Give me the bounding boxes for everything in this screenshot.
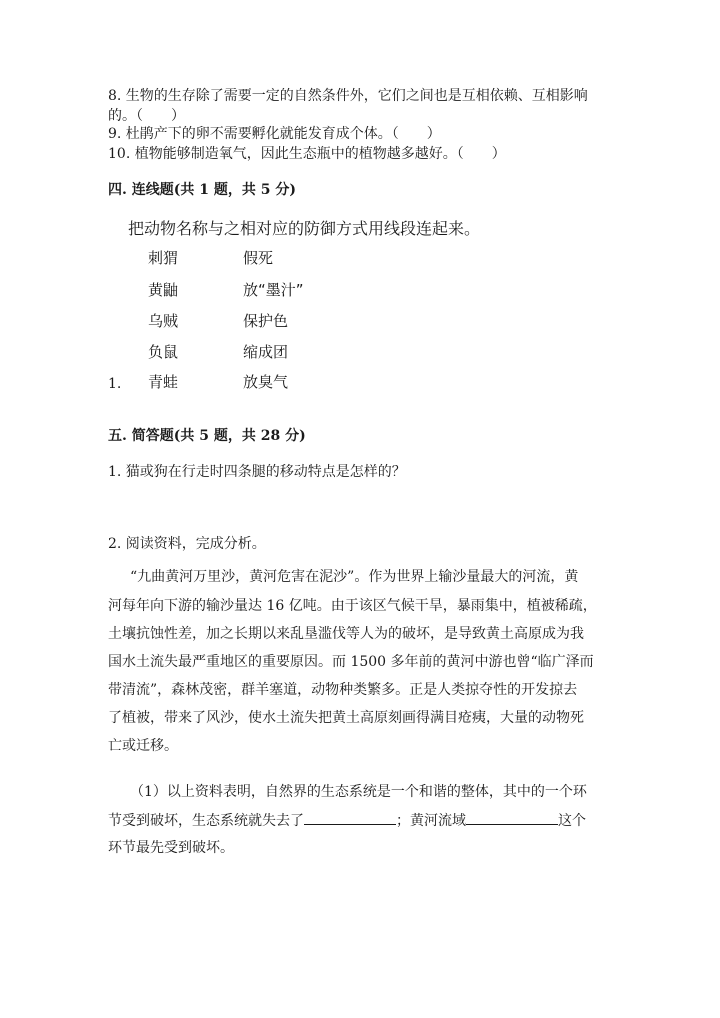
animal-item: 青蛙	[148, 373, 179, 391]
short-answer-q2: 2. 阅读资料，完成分析。	[108, 536, 266, 552]
sub-question-1-line1: （1）以上资料表明，自然界的生态系统是一个和谐的整体，其中的一个环	[130, 784, 587, 800]
passage-line: 国水土流失最严重地区的重要原因。而 1500 多年前的黄河中游也曾“临广泽而	[108, 654, 594, 670]
tf-question-8-line1: 8. 生物的生存除了需要一定的自然条件外，它们之间也是互相依赖、互相影响	[108, 88, 588, 104]
sub-question-1-text-c: 这个	[558, 813, 586, 829]
matching-instruction: 把动物名称与之相对应的防御方式用线段连起来。	[128, 219, 481, 238]
section-4-title: 四. 连线题(共 1 题，共 5 分)	[108, 182, 296, 198]
animal-item: 黄鼬	[148, 281, 179, 299]
answer-blank-1[interactable]	[304, 810, 396, 825]
defense-item: 假死	[243, 249, 274, 267]
sub-question-1-text-b: ；黄河流域	[396, 813, 466, 829]
defense-item: 保护色	[243, 312, 289, 330]
tf-question-10: 10. 植物能够制造氧气，因此生态瓶中的植物越多越好。（ ）	[108, 146, 506, 162]
defense-item: 放“墨汁”	[243, 281, 304, 299]
animal-item: 乌贼	[148, 312, 179, 330]
defense-item: 放臭气	[243, 373, 289, 391]
passage-line: 河每年向下游的输沙量达 16 亿吨。由于该区气候干旱，暴雨集中，植被稀疏，	[108, 598, 597, 614]
passage-line: “九曲黄河万里沙，黄河危害在泥沙”。作为世界上输沙量最大的河流，黄	[130, 569, 579, 585]
sub-question-1-line2	[108, 810, 608, 831]
tf-question-8-line2: 的。（ ）	[108, 108, 185, 124]
answer-blank-2[interactable]	[466, 810, 558, 825]
sub-question-1-text-a: 节受到破坏，生态系统就失去了	[108, 813, 304, 829]
short-answer-q1: 1. 猫或狗在行走时四条腿的移动特点是怎样的？	[108, 464, 406, 480]
defense-item: 缩成团	[243, 343, 289, 361]
sub-question-1-line3: 环节最先受到破坏。	[108, 840, 234, 856]
matching-question-number: 1.	[108, 376, 122, 392]
passage-line: 带清流”，森林茂密，群羊塞道，动物种类繁多。正是人类掠夺性的开发掠去	[108, 682, 578, 698]
tf-question-9: 9. 杜鹃产下的卵不需要孵化就能发育成个体。（ ）	[108, 126, 441, 142]
passage-line: 了植被，带来了风沙，使水土流失把黄土高原刻画得满目疮痍，大量的动物死	[108, 710, 584, 726]
passage-line: 亡或迁移。	[108, 738, 178, 754]
section-5-title: 五. 简答题(共 5 题，共 28 分)	[108, 428, 306, 444]
animal-item: 负鼠	[148, 343, 179, 361]
passage-line: 土壤抗蚀性差，加之长期以来乱垦滥伐等人为的破坏，是导致黄土高原成为我	[108, 626, 584, 642]
animal-item: 刺猬	[148, 249, 179, 267]
